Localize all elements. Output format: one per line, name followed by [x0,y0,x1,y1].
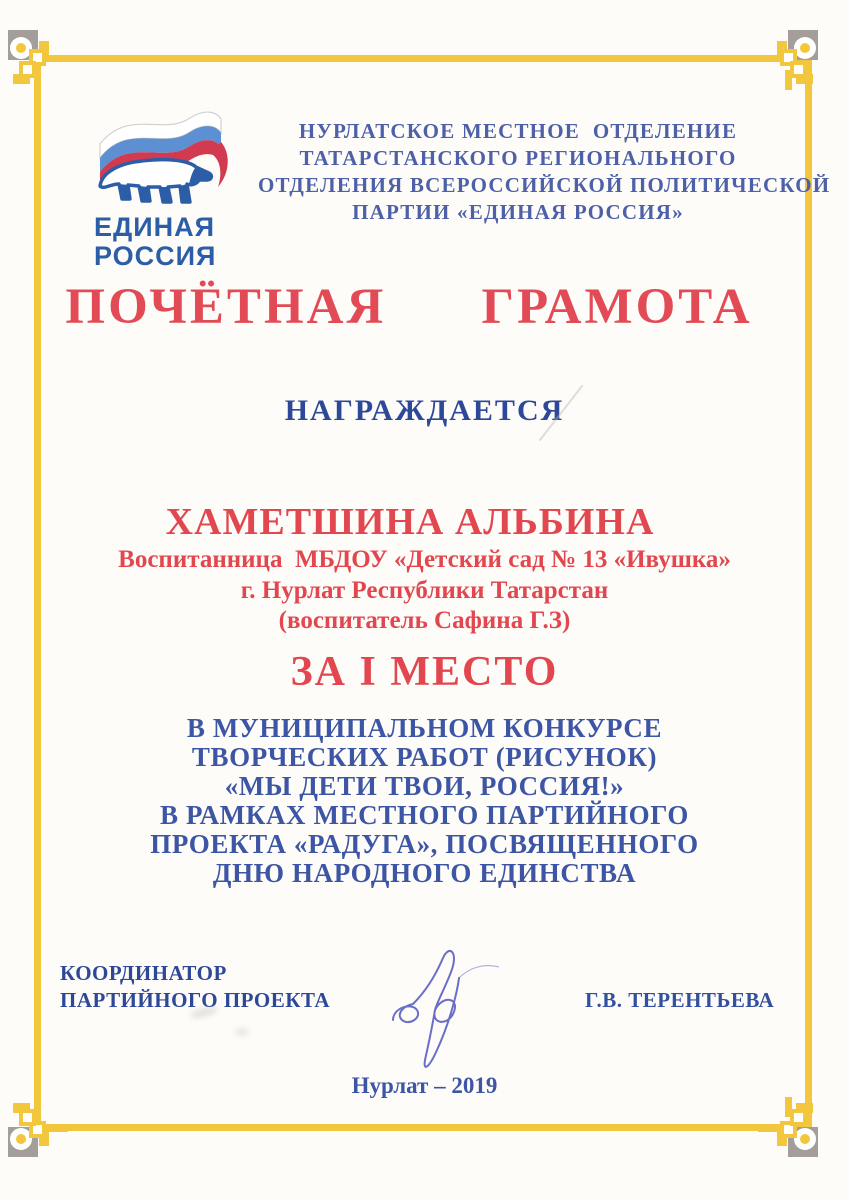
logo-wordmark [84,213,254,271]
corner-ornament-icon [758,1097,822,1161]
coordinator-line: КООРДИНАТОР [60,961,227,985]
flag-bear-icon [84,88,244,216]
corner-ornament-icon [4,1097,68,1161]
org-line: ПАРТИИ «ЕДИНАЯ РОССИЯ» [352,200,684,224]
recipient-line: (воспитатель Сафина Г.З) [278,607,571,634]
reason-line: ТВОРЧЕСКИХ РАБОТ (РИСУНОК) [191,742,658,772]
corner-ornament-icon [4,26,68,90]
recipient-line: Воспитанница МБДОУ «Детский сад № 13 «Ивушка» [118,546,731,573]
reason-line: «МЫ ДЕТИ ТВОИ, РОССИЯ!» [224,771,625,801]
logo-line-2: РОССИЯ [94,241,217,271]
coordinator-line: ПАРТИЙНОГО ПРОЕКТА [60,988,331,1012]
reason-line: В МУНИЦИПАЛЬНОМ КОНКУРСЕ [186,713,663,743]
signature-scribble [383,946,505,1078]
coordinator-label [60,960,330,1014]
reason-line: В РАМКАХ МЕСТНОГО ПАРТИЙНОГО [159,800,689,830]
recipient-line: г. Нурлат Республики Татарстан [240,577,609,604]
reason-line: ПРОЕКТА «РАДУГА», ПОСВЯЩЕННОГО [150,829,699,859]
city-year: Нурлат – 2019 [351,1073,498,1098]
org-line: ТАТАРСТАНСКОГО РЕГИОНАЛЬНОГО [299,146,737,170]
reason-line: ДНЮ НАРОДНОГО ЕДИНСТВА [212,858,637,888]
recipient-name: ХАМЕТШИНА АЛЬБИНА [165,501,655,543]
org-header [258,118,831,226]
logo-line-1: ЕДИНАЯ [94,212,216,242]
reason-block [0,714,849,888]
org-line: НУРЛАТСКОЕ МЕСТНОЕ ОТДЕЛЕНИЕ [298,119,738,143]
certificate-title: ПОЧЁТНАЯ ГРАМОТА [65,279,753,335]
org-line: ОТДЕЛЕНИЯ ВСЕРОССИЙСКОЙ ПОЛИТИЧЕСКОЙ [258,173,831,197]
awarded-label: НАГРАЖДАЕТСЯ [284,394,565,427]
place-title: ЗА I МЕСТО [290,649,559,695]
signer-name: Г.В. ТЕРЕНТЬЕВА [585,988,775,1012]
scan-artifact [235,1028,249,1036]
corner-ornament-icon [758,26,822,90]
united-russia-logo [84,88,254,271]
